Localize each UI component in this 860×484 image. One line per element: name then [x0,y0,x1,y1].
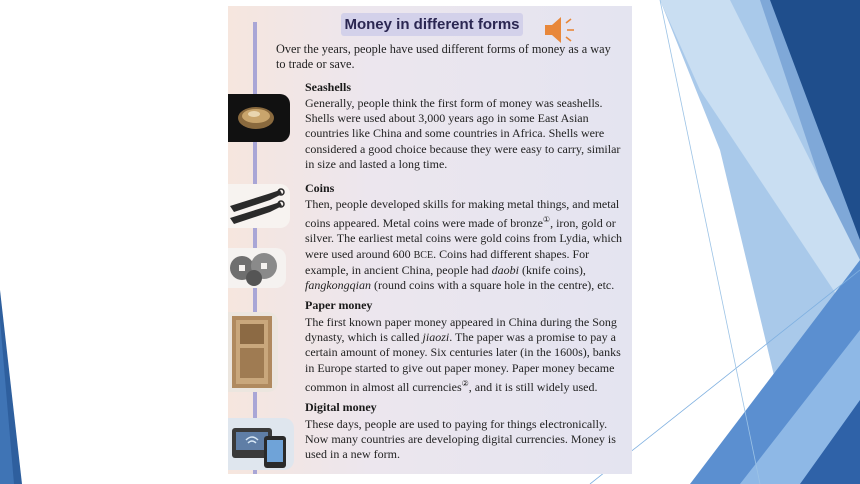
section-title-digital-money: Digital money [305,400,377,414]
coins-text-4: (knife coins), [518,262,586,277]
seashell-image [228,94,290,142]
section-title-seashells: Seashells [305,80,352,94]
section-body-digital-money: These days, people are used to paying for things electronically. Now many countries are developing digital currencies. Money is used in a new form. [305,417,616,462]
coins-text-1: Then, people developed skills for making metal things, and metal coins appeared. Metal coins were made of bronze [305,197,620,231]
section-title-paper-money: Paper money [305,298,373,312]
footnote-marker-1: ① [542,215,551,225]
section-title-coins: Coins [305,181,335,195]
coins-text-3: . Coins had different shapes. For example, in ancient China, people had [305,246,590,277]
knife-coins-image [228,184,290,228]
intro-text: Over the years, people have used different forms of money as a way to trade or save. [276,42,611,71]
paper-text-3: , and it is still widely used. [468,379,598,394]
daobi-term: daobi [491,262,519,277]
section-body-seashells: Generally, people think the first form of money was seashells. Shells were used about 3,000 years ago in some East Asian countries like China and some countries in Africa. Shells were considered a good choice because they were easy to carry, similar in size and lasted a long time. [305,96,621,171]
coins-text-2: , iron, gold or silver. The earliest metal coins were gold coins from Lydia, which were used around 600 [305,216,623,261]
section-body-coins [305,197,625,293]
textbook-page [228,6,632,474]
jiaozi-term: jiaozi [422,330,450,345]
coins-text-5: (round coins with a square hole in the centre), etc. [371,278,615,293]
footnote-marker-2: ② [461,378,469,388]
paper-money-image [228,312,278,392]
speaker-icon[interactable] [543,15,577,45]
paper-text-2: . The paper was a promise to pay a certain amount of money. Six centuries later (in the 1600s), banks in Europe started to give out paper money. Paper money became common in almost all currencies [305,330,621,394]
section-body-paper-money [305,315,625,395]
round-coins-image [228,248,286,288]
page-title: Money in different forms [341,13,523,36]
bce-text: BCE [413,249,434,261]
digital-payment-image [228,418,294,470]
fangkongqian-term: fangkongqian [305,278,371,293]
paper-text-1: The first known paper money appeared in China during the Song dynasty, which is called [305,315,617,345]
